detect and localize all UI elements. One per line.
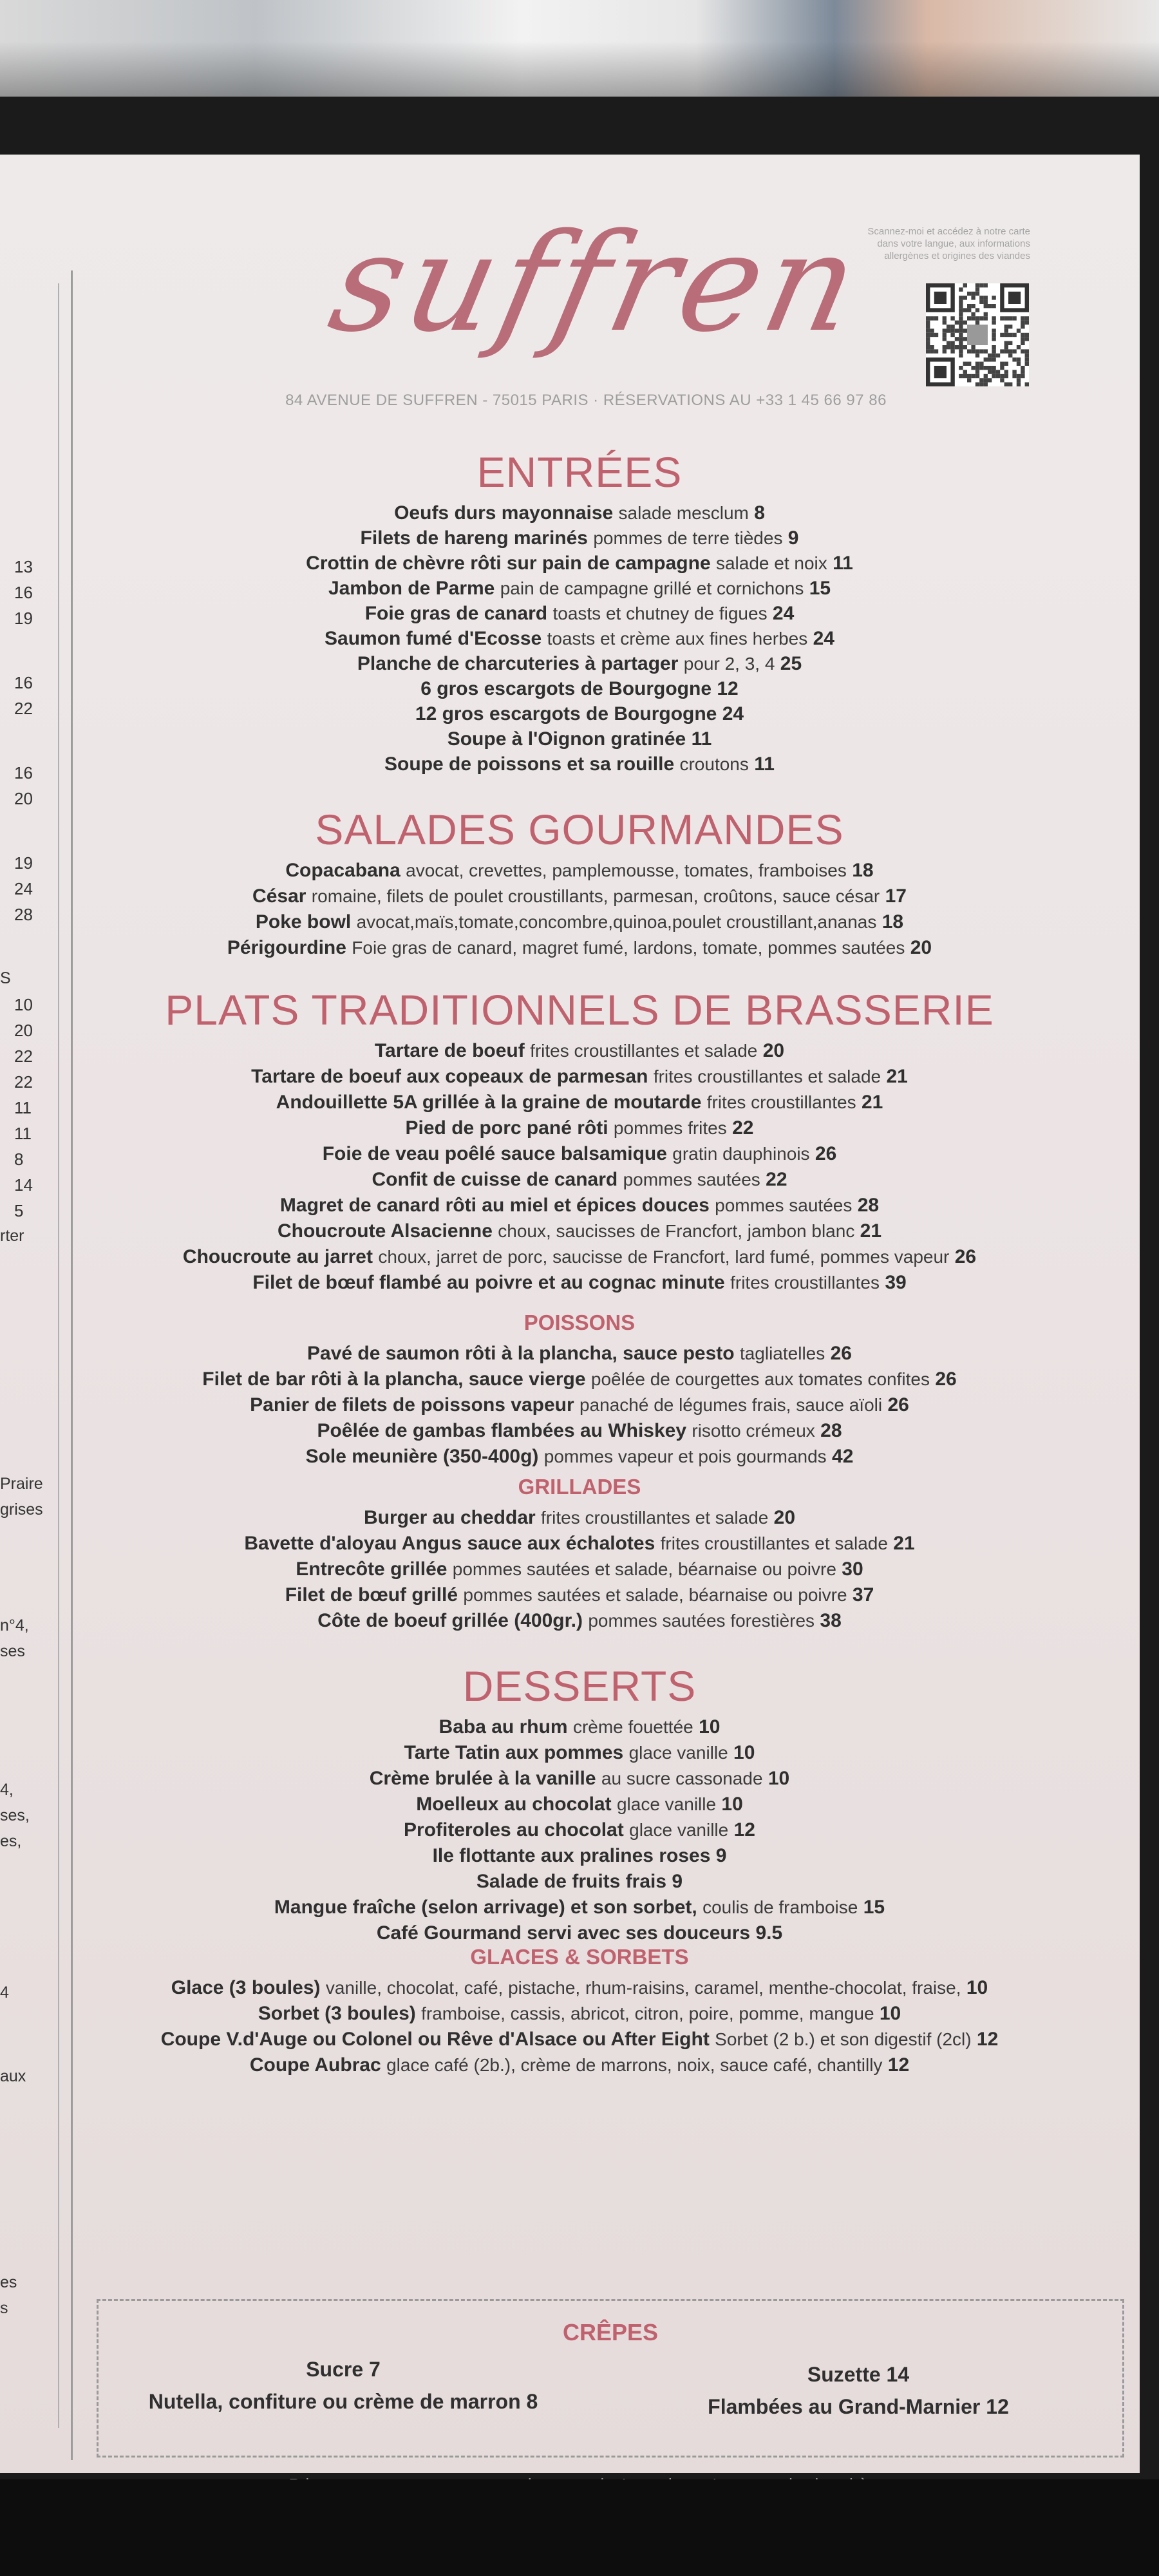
menu-item — [77, 1040, 1082, 1062]
left-page-text: ses — [0, 1642, 25, 1660]
menu-item — [77, 1507, 1082, 1529]
menu-item-price: 15 — [863, 1897, 885, 1918]
menu-item-price: 20 — [910, 937, 932, 958]
menu-item-price: 9 — [787, 527, 799, 549]
menu-item-price: 10 — [699, 1716, 721, 1738]
left-page-text: aux — [0, 2067, 26, 2085]
menu-item — [77, 1394, 1082, 1416]
menu-item-name: Choucroute Alsacienne — [277, 1220, 493, 1242]
menu-item-price: 10 — [966, 1977, 988, 1998]
menu-item-price: 9.5 — [755, 1922, 783, 1944]
menu-item-description: panaché de légumes frais, sauce aïoli — [580, 1395, 883, 1415]
menu-item-description: crème fouettée — [572, 1717, 693, 1737]
menu-item-name: 6 gros escargots de Bourgogne — [420, 678, 712, 699]
menu-item-name: Tarte Tatin aux pommes — [404, 1742, 624, 1763]
menu-item-description: pommes sautées — [715, 1195, 853, 1215]
left-page-price: 16 — [14, 763, 33, 782]
menu-item-description: Foie gras de canard, magret fumé, lardons, tomate, pommes sautées — [352, 938, 905, 958]
menu-item — [77, 1819, 1082, 1841]
background-table — [0, 2479, 1159, 2576]
menu-item — [77, 1768, 1082, 1790]
crepe-item: Nutella, confiture ou crème de marron 8 — [148, 2390, 538, 2413]
left-page-text: es, — [0, 1832, 22, 1850]
menu-item-description: frites croustillantes et salade — [660, 1533, 888, 1553]
menu-item-name: Pavé de saumon rôti à la plancha, sauce pesto — [307, 1343, 735, 1364]
menu-item-price: 28 — [857, 1195, 880, 1216]
menu-item-description: salade mesclum — [618, 503, 749, 523]
menu-item-price: 10 — [768, 1768, 790, 1789]
menu-item-price: 24 — [813, 628, 834, 649]
left-page-text: S — [0, 969, 11, 987]
menu-item-description: pour 2, 3, 4 — [683, 654, 775, 674]
left-page-price: 16 — [14, 673, 33, 692]
crepe-item: Sucre 7 — [306, 2358, 381, 2381]
menu-item — [77, 578, 1082, 600]
left-page-price: 16 — [14, 583, 33, 602]
menu-item-description: frites croustillantes et salade — [541, 1508, 769, 1528]
menu-item-name: Café Gourmand servi avec ses douceurs — [376, 1922, 751, 1944]
menu-item — [77, 2054, 1082, 2076]
left-page-text: 4, — [0, 1781, 14, 1799]
menu-item — [77, 1871, 1082, 1893]
menu-item — [77, 1066, 1082, 1088]
menu-item — [77, 1977, 1082, 1999]
menu-item — [77, 653, 1082, 675]
menu-item-name: Soupe à l'Oignon gratinée — [447, 728, 686, 750]
menu-item-price: 39 — [885, 1272, 907, 1293]
menu-item — [77, 2029, 1082, 2050]
menu-item-name: Copacabana — [285, 860, 400, 881]
menu-item-description: croutons — [679, 754, 749, 774]
menu-item-description: glace café (2b.), crème de marrons, noix, sauce café, chantilly — [386, 2055, 883, 2075]
menu-item-description: salade et noix — [715, 553, 827, 573]
menu-item-description: avocat, crevettes, pamplemousse, tomates, framboises — [406, 860, 847, 880]
menu-item-name: Confit de cuisse de canard — [372, 1169, 618, 1190]
menu-item-name: Oeufs durs mayonnaise — [394, 502, 614, 524]
menu-item-price: 26 — [830, 1343, 852, 1364]
menu-item — [77, 937, 1082, 959]
section-title-grillades: GRILLADES — [518, 1475, 641, 1499]
menu-item-description: choux, saucisses de Francfort, jambon blanc — [498, 1221, 855, 1241]
menu-item-price: 26 — [887, 1394, 909, 1416]
menu-item-price: 10 — [879, 2003, 901, 2024]
left-page-price: 10 — [14, 995, 33, 1014]
menu-item-price: 18 — [852, 860, 874, 881]
menu-item-price: 22 — [766, 1169, 787, 1190]
menu-item — [77, 628, 1082, 650]
menu-item-description: glace vanille — [628, 1743, 728, 1763]
menu-item-price: 37 — [852, 1584, 874, 1605]
menu-item — [77, 860, 1082, 882]
menu-item — [77, 753, 1082, 775]
menu-item-price: 24 — [772, 603, 795, 624]
menu-item-price: 26 — [935, 1368, 957, 1390]
menu-item-name: Jambon de Parme — [328, 578, 495, 599]
menu-item-name: Côte de boeuf grillée (400gr.) — [317, 1610, 583, 1631]
left-page-text: es — [0, 2273, 17, 2291]
qr-note: Scannez-moi et accédez à notre carte dans votre langue, aux informations allergènes et origines des viandes — [867, 226, 1030, 261]
menu-item-name: Filet de bar rôti à la plancha, sauce vierge — [202, 1368, 586, 1390]
section-title-entrees: ENTRÉES — [476, 448, 683, 496]
menu-item-name: Panier de filets de poissons vapeur — [250, 1394, 574, 1416]
menu-item — [77, 1220, 1082, 1242]
menu-item-name: Poêlée de gambas flambées au Whiskey — [317, 1420, 687, 1441]
menu-item-description: glace vanille — [616, 1794, 717, 1814]
menu-item — [77, 1343, 1082, 1365]
menu-item-description: Sorbet (2 b.) et son digestif (2cl) — [715, 2029, 972, 2049]
menu-page — [0, 155, 1140, 2473]
menu-item-price: 18 — [881, 911, 904, 933]
menu-item-description: frites croustillantes et salade — [530, 1041, 758, 1061]
menu-item-price: 22 — [732, 1117, 754, 1139]
crepe-item: Suzette 14 — [807, 2363, 910, 2386]
menu-item-name: Périgourdine — [227, 937, 346, 958]
menu-item-name: Foie gras de canard — [364, 603, 548, 624]
menu-item-price: 11 — [691, 728, 712, 750]
menu-item-price: 38 — [820, 1610, 842, 1631]
menu-item-description: glace vanille — [629, 1820, 729, 1840]
menu-item — [77, 911, 1082, 933]
left-page-text: 4 — [0, 1984, 9, 2002]
menu-item-description: avocat,maïs,tomate,concombre,quinoa,poulet croustillant,ananas — [356, 912, 877, 932]
section-title-salades: SALADES GOURMANDES — [315, 806, 844, 853]
menu-item-price: 42 — [832, 1446, 854, 1467]
menu-item-name: Crottin de chèvre rôti sur pain de campagne — [306, 553, 711, 574]
left-page-price: 20 — [14, 789, 33, 808]
menu-item — [77, 886, 1082, 907]
menu-item-price: 26 — [954, 1246, 977, 1267]
menu-item-name: Foie de veau poêlé sauce balsamique — [322, 1143, 667, 1164]
menu-item-price: 12 — [717, 678, 739, 699]
menu-item — [77, 1446, 1082, 1468]
menu-item — [77, 678, 1082, 700]
menu-item-name: Salade de fruits frais — [476, 1871, 667, 1892]
menu-item — [77, 1272, 1082, 1294]
menu-item-description: pommes vapeur et pois gourmands — [543, 1446, 827, 1466]
menu-item-name: Tartare de boeuf aux copeaux de parmesan — [251, 1066, 648, 1087]
menu-item-description: frites croustillantes — [706, 1092, 856, 1112]
left-page-text: s — [0, 2299, 8, 2317]
menu-item-description: coulis de framboise — [702, 1897, 858, 1917]
menu-item-price: 12 — [976, 2029, 999, 2050]
left-page-text: grises — [0, 1501, 43, 1519]
restaurant-logo: suffren — [318, 204, 876, 362]
menu-item — [77, 1742, 1082, 1764]
left-page-price: 22 — [14, 1046, 33, 1066]
menu-item-name: Burger au cheddar — [363, 1507, 536, 1528]
menu-item-description: romaine, filets de poulet croustillants, parmesan, croûtons, sauce césar — [311, 886, 880, 906]
section-title-glaces: GLACES & SORBETS — [470, 1945, 689, 1969]
menu-item-name: Coupe Aubrac — [249, 2054, 381, 2076]
menu-item-name: Coupe V.d'Auge ou Colonel ou Rêve d'Alsace ou After Eight — [160, 2029, 710, 2050]
menu-item — [77, 1246, 1082, 1268]
menu-item-description: pommes de terre tièdes — [593, 528, 783, 548]
menu-item-name: 12 gros escargots de Bourgogne — [415, 703, 717, 724]
menu-item-name: Glace (3 boules) — [171, 1977, 321, 1998]
menu-item-name: Entrecôte grillée — [296, 1558, 448, 1580]
menu-item-description: pommes sautées et salade, béarnaise ou poivre — [452, 1559, 836, 1579]
left-page-price: 5 — [14, 1201, 24, 1220]
left-page-text: Praire — [0, 1475, 43, 1493]
background-scene — [0, 0, 1159, 103]
menu-item-price: 26 — [815, 1143, 837, 1164]
menu-item-name: Moelleux au chocolat — [416, 1794, 612, 1815]
menu-item-description: pommes sautées et salade, béarnaise ou poivre — [463, 1585, 847, 1605]
menu-item — [77, 527, 1082, 549]
menu-item-name: Bavette d'aloyau Angus sauce aux échalotes — [244, 1533, 655, 1554]
left-page-price: 19 — [14, 609, 33, 628]
menu-item-name: Saumon fumé d'Ecosse — [325, 628, 542, 649]
menu-item-name: Sole meunière (350-400g) — [305, 1446, 539, 1467]
crepe-item: Flambées au Grand-Marnier 12 — [708, 2395, 1009, 2418]
menu-item-description: pommes sautées forestières — [588, 1611, 815, 1631]
menu-item — [77, 1897, 1082, 1918]
menu-item — [77, 1368, 1082, 1390]
menu-item-price: 9 — [672, 1871, 683, 1892]
section-title-plats: PLATS TRADITIONNELS DE BRASSERIE — [165, 986, 994, 1034]
left-page-price: 13 — [14, 557, 33, 576]
menu-item-price: 28 — [820, 1420, 842, 1441]
crepes-box — [97, 2299, 1124, 2458]
menu-item-price: 20 — [773, 1507, 796, 1528]
menu-item — [77, 1845, 1082, 1867]
menu-item-name: Poke bowl — [255, 911, 352, 933]
menu-item — [77, 1922, 1082, 1944]
left-page-price: 20 — [14, 1021, 33, 1040]
left-page-price: 14 — [14, 1175, 33, 1195]
menu-item-description: pommes sautées — [623, 1170, 760, 1189]
left-page-text: n°4, — [0, 1616, 29, 1634]
menu-item-description: toasts et chutney de figues — [552, 603, 768, 623]
menu-item-price: 21 — [886, 1066, 908, 1087]
menu-item-price: 17 — [885, 886, 907, 907]
left-page-price: 28 — [14, 905, 33, 924]
menu-item-name: Crème brulée à la vanille — [369, 1768, 596, 1789]
menu-item-description: au sucre cassonade — [601, 1768, 763, 1788]
menu-item — [77, 1117, 1082, 1139]
menu-item — [77, 1610, 1082, 1632]
menu-item-price: 15 — [809, 578, 831, 599]
section-title-desserts: DESSERTS — [462, 1662, 697, 1710]
menu-item-description: frites croustillantes et salade — [653, 1066, 881, 1086]
section-title-poissons: POISSONS — [523, 1311, 636, 1334]
left-page-text: rter — [0, 1227, 24, 1245]
menu-item-price: 24 — [722, 703, 744, 724]
menu-item-description: gratin dauphinois — [672, 1144, 810, 1164]
menu-item-description: vanille, chocolat, café, pistache, rhum-raisins, caramel, menthe-chocolat, fraise, — [325, 1978, 961, 1998]
menu-item-price: 11 — [754, 753, 775, 775]
left-menu-page — [0, 270, 73, 2460]
menu-item-description: frites croustillantes — [730, 1273, 880, 1293]
menu-item — [77, 1794, 1082, 1815]
menu-item-description: risotto crémeux — [692, 1421, 815, 1441]
menu-item-price: 8 — [754, 502, 765, 524]
menu-item-name: Filet de bœuf flambé au poivre et au cognac minute — [252, 1272, 725, 1293]
menu-item-name: Mangue fraîche (selon arrivage) et son sorbet, — [274, 1897, 697, 1918]
menu-item — [77, 1533, 1082, 1555]
menu-item-name: Andouillette 5A grillée à la graine de moutarde — [276, 1092, 702, 1113]
left-page-price: 8 — [14, 1150, 24, 1169]
menu-item-price: 20 — [762, 1040, 785, 1061]
menu-item-name: Filets de hareng marinés — [360, 527, 588, 549]
menu-item — [77, 553, 1082, 574]
menu-item-price: 11 — [833, 553, 853, 574]
menu-item-description: toasts et crème aux fines herbes — [547, 629, 808, 649]
left-page-price: 11 — [14, 1098, 32, 1117]
menu-item-name: Ile flottante aux pralines roses — [432, 1845, 711, 1866]
left-page-price: 11 — [14, 1124, 32, 1143]
menu-item-name: Sorbet (3 boules) — [258, 2003, 416, 2024]
crepes-title: CRÊPES — [562, 2319, 659, 2345]
menu-item-price: 21 — [860, 1220, 882, 1242]
qr-code[interactable] — [926, 283, 1029, 386]
menu-item — [77, 728, 1082, 750]
menu-item-name: Planche de charcuteries à partager — [357, 653, 679, 674]
menu-item-description: choux, jarret de porc, saucisse de Francfort, lard fumé, pommes vapeur — [378, 1247, 950, 1267]
left-page-price: 22 — [14, 699, 33, 718]
menu-item — [77, 603, 1082, 625]
left-page-price: 24 — [14, 879, 33, 898]
menu-item-description: framboise, cassis, abricot, citron, poire, pomme, mangue — [421, 2003, 874, 2023]
menu-item-price: 25 — [780, 653, 802, 674]
menu-item-description: tagliatelles — [739, 1343, 825, 1363]
menu-item — [77, 1420, 1082, 1442]
menu-item-name: Soupe de poissons et sa rouille — [384, 753, 675, 775]
menu-item — [77, 1558, 1082, 1580]
menu-item-description: pain de campagne grillé et cornichons — [500, 578, 804, 598]
menu-item-price: 21 — [893, 1533, 915, 1554]
left-page-text: ses, — [0, 1806, 30, 1824]
menu-item-price: 10 — [733, 1742, 755, 1763]
menu-item-name: Pied de porc pané rôti — [405, 1117, 608, 1139]
menu-item-price: 12 — [733, 1819, 755, 1841]
menu-item-price: 21 — [861, 1092, 883, 1113]
menu-item-name: Magret de canard rôti au miel et épices douces — [279, 1195, 710, 1216]
menu-item-name: Profiteroles au chocolat — [404, 1819, 624, 1841]
menu-item-price: 9 — [715, 1845, 727, 1866]
left-page-price: 22 — [14, 1072, 33, 1092]
left-page-price: 19 — [14, 853, 33, 873]
menu-item-name: Choucroute au jarret — [182, 1246, 373, 1267]
menu-item — [77, 2003, 1082, 2025]
menu-item-price: 30 — [842, 1558, 863, 1580]
menu-item-price: 12 — [887, 2054, 910, 2076]
menu-item-price: 10 — [721, 1794, 743, 1815]
menu-item-name: César — [252, 886, 306, 907]
menu-item-name: Tartare de boeuf — [374, 1040, 525, 1061]
menu-item — [77, 703, 1082, 725]
menu-item — [77, 1716, 1082, 1738]
menu-item — [77, 1584, 1082, 1606]
restaurant-address: 84 AVENUE DE SUFFREN - 75015 PARIS · RÉSERVATIONS AU +33 1 45 66 97 86 — [285, 392, 887, 409]
menu-item-description: pommes frites — [613, 1118, 727, 1138]
menu-item — [77, 1195, 1082, 1217]
menu-item-description: poêlée de courgettes aux tomates confites — [590, 1369, 930, 1389]
menu-item — [77, 502, 1082, 524]
menu-item — [77, 1092, 1082, 1113]
menu-item — [77, 1143, 1082, 1165]
menu-item — [77, 1169, 1082, 1191]
menu-item-name: Filet de bœuf grillé — [285, 1584, 458, 1605]
menu-item-name: Baba au rhum — [438, 1716, 568, 1738]
